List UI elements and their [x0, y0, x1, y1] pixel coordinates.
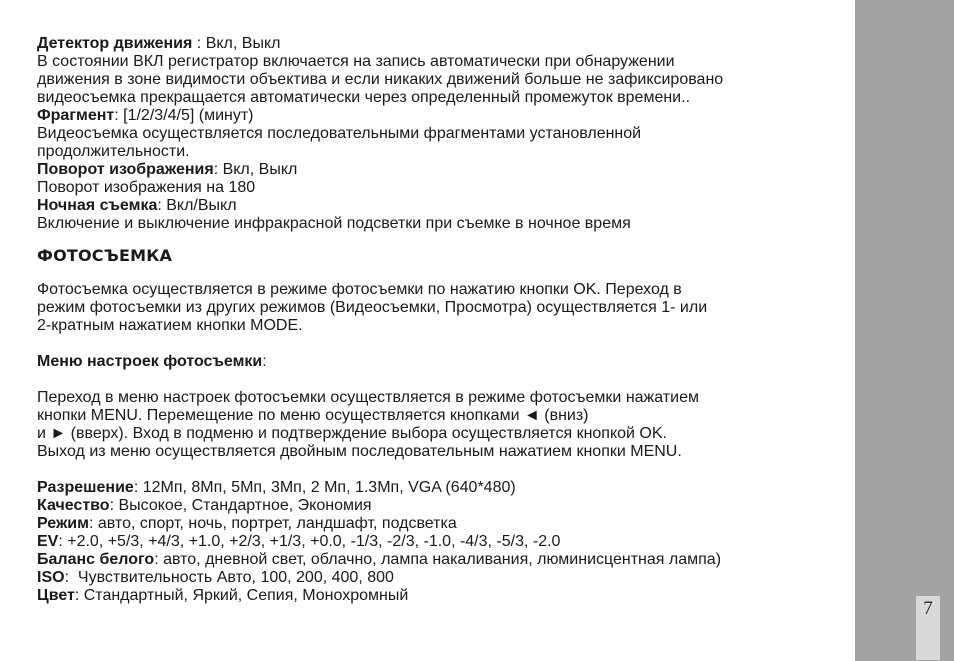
setting-white-balance: Баланс белого: авто, дневной свет, облачно, лампа накаливания, люминисцентная лампа)	[37, 551, 722, 568]
photo-settings-list	[37, 479, 847, 605]
intro-line: Фотосъемка осуществляется в режиме фотосъемки по нажатию кнопки OK. Переход в	[37, 281, 682, 298]
setting-mode: Режим: авто, спорт, ночь, портрет, ландшафт, подсветка	[37, 515, 457, 532]
setting-fragment: Фрагмент: [1/2/3/4/5] (минут) Видеосъемка осуществляется последовательными фрагментами установленной продолжительности.	[37, 107, 847, 161]
setting-desc-line: видеосъемка прекращается автоматически через определенный промежуток времени..	[37, 89, 691, 106]
setting-motion-detector: Детектор движения : Вкл, Выкл В состоянии ВКЛ регистратор включается на запись автоматически при обнаружении движения в зоне видимости объектива и если никаких движений больше не зафиксировано видеосъемка прекращается автоматически через определенный промежуток времени..	[37, 35, 847, 107]
setting-value: Вкл, Выкл	[205, 35, 281, 52]
setting-resolution: Разрешение: 12Мп, 8Мп, 5Мп, 3Мп, 2 Мп, 1.3Мп, VGA (640*480)	[37, 479, 516, 496]
setting-image-rotation: Поворот изображения: Вкл, Выкл Поворот изображения на 180	[37, 161, 847, 197]
page-number: 7	[916, 596, 940, 660]
setting-desc-line: продолжительности.	[37, 143, 190, 160]
setting-desc-line: движения в зоне видимости объектива и если никаких движений больше не зафиксировано	[37, 71, 724, 88]
menu-desc-line: Выход из меню осуществляется двойным последовательным нажатием кнопки MENU.	[37, 443, 682, 460]
setting-name: Ночная съемка	[37, 197, 158, 214]
setting-color: Цвет: Стандартный, Яркий, Сепия, Монохромный	[37, 587, 409, 604]
setting-desc-line: В состоянии ВКЛ регистратор включается на запись автоматически при обнаружении	[37, 53, 675, 70]
photo-intro	[37, 281, 847, 335]
setting-name: Фрагмент	[37, 107, 115, 124]
menu-desc-line: кнопки MENU. Перемещение по меню осуществляется кнопками ◄ (вниз)	[37, 407, 589, 424]
menu-desc-line: и ► (вверх). Вход в подменю и подтверждение выбора осуществляется кнопкой OK.	[37, 425, 667, 442]
manual-page-content	[37, 35, 847, 605]
setting-ev: EV: +2.0, +5/3, +4/3, +1.0, +2/3, +1/3, +0.0, -1/3, -2/3, -1.0, -4/3, -5/3, -2.0	[37, 533, 561, 550]
setting-desc-line: Видеосъемка осуществляется последовательными фрагментами установленной	[37, 125, 642, 142]
setting-desc-line: Включение и выключение инфракрасной подсветки при съемке в ночное время	[37, 215, 631, 232]
setting-name: Поворот изображения	[37, 161, 214, 178]
section-title: ФОТОСЪЕМКА	[37, 246, 173, 265]
menu-description	[37, 389, 847, 461]
intro-line: 2-кратным нажатием кнопки MODE.	[37, 317, 303, 334]
menu-heading: Меню настроек фотосъемки:	[37, 353, 267, 370]
setting-quality: Качество: Высокое, Стандартное, Экономия	[37, 497, 372, 514]
setting-value: Вкл/Выкл	[166, 197, 237, 214]
setting-value: Вкл, Выкл	[222, 161, 298, 178]
setting-night-mode: Ночная съемка: Вкл/Выкл Включение и выключение инфракрасной подсветки при съемке в ночное время	[37, 197, 847, 233]
setting-value: [1/2/3/4/5] (минут)	[123, 107, 254, 124]
setting-desc-line: Поворот изображения на 180	[37, 179, 256, 196]
setting-iso: ISO: Чувствительность Авто, 100, 200, 400, 800	[37, 569, 394, 586]
menu-desc-line: Переход в меню настроек фотосъемки осуществляется в режиме фотосъемки нажатием	[37, 389, 699, 406]
setting-name: Детектор движения	[37, 35, 193, 52]
intro-line: режим фотосъемки из других режимов (Видеосъемки, Просмотра) осуществляется 1- или	[37, 299, 708, 316]
side-margin-band	[855, 0, 954, 661]
